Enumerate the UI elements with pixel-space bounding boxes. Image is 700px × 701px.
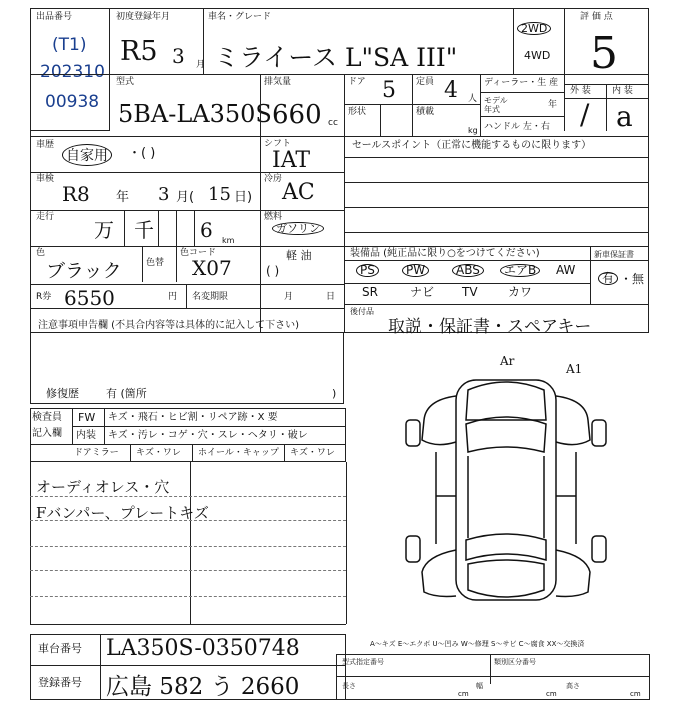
inspection-label: 車検 bbox=[36, 174, 55, 184]
chassis-label: 車台番号 bbox=[38, 642, 82, 655]
capacity-unit: 人 bbox=[468, 94, 478, 104]
shift-label: シフト bbox=[264, 139, 292, 149]
doors-value: 5 bbox=[382, 78, 396, 103]
equipment-label: 装備品 (純正品に限り○をつけてください) bbox=[350, 248, 540, 259]
item-no-line2: 202310 bbox=[40, 62, 105, 82]
ext-label: 外 装 bbox=[570, 86, 591, 96]
accessories-row-label: 後付品 bbox=[350, 307, 374, 316]
equip-ps: PS bbox=[356, 264, 379, 277]
color-value: ブラック bbox=[46, 260, 122, 282]
recycle-label: R券 bbox=[36, 292, 52, 302]
car-name-value: ミライース L"SA III" bbox=[214, 43, 458, 72]
capacity-label: 定員 bbox=[416, 77, 435, 87]
displacement-label: 排気量 bbox=[264, 77, 292, 87]
inspection-month: 3 bbox=[158, 184, 170, 205]
first-reg-month: 3 bbox=[172, 44, 185, 68]
warranty-no: ・無 bbox=[620, 272, 645, 286]
spec-d: 幅 bbox=[476, 682, 483, 690]
load-label: 積載 bbox=[416, 107, 435, 117]
first-reg-year: R5 bbox=[120, 36, 158, 67]
spec-d-unit: cm bbox=[546, 690, 557, 698]
recycle-unit: 円 bbox=[168, 292, 178, 302]
repair-close: ) bbox=[332, 387, 337, 400]
inspection-day-unit: 日) bbox=[234, 190, 253, 205]
model-value: 5BA-LA350S bbox=[118, 100, 272, 128]
aircon-value: AC bbox=[282, 180, 315, 205]
dealer-label: ディーラー・生 産 bbox=[484, 78, 559, 88]
mileage-sen: 千 bbox=[134, 218, 154, 242]
equip-navi: ナビ bbox=[410, 285, 435, 299]
equip-tv: TV bbox=[462, 285, 478, 299]
expiry-day: 日 bbox=[326, 292, 336, 302]
equip-sr: SR bbox=[362, 285, 378, 299]
car-name-label: 車名・グレード bbox=[208, 12, 272, 22]
item-no-label: 出品番号 bbox=[36, 12, 73, 22]
mileage-km-unit: km bbox=[222, 236, 235, 245]
repair-label: 修復歴 bbox=[46, 387, 79, 400]
sales-point-label: セールスポイント（正常に機能するものに限ります） bbox=[352, 140, 592, 151]
checker-r1h: FW bbox=[78, 411, 96, 424]
spec-c-unit: cm bbox=[458, 690, 469, 698]
checker-r2: キズ・汚レ・コゲ・穴・スレ・ヘタリ・破レ bbox=[108, 430, 308, 441]
drive-2wd: 2WD bbox=[517, 22, 551, 35]
plate-value: 広島 582 う 2660 bbox=[106, 674, 300, 700]
inspection-month-unit: 月( bbox=[176, 190, 195, 205]
mileage-man: 万 bbox=[94, 218, 114, 242]
code-label: 色コード bbox=[180, 248, 217, 258]
fuel-paren: ( ) bbox=[266, 264, 280, 278]
inspection-year: R8 bbox=[62, 182, 90, 206]
checker-r2h: 内装 bbox=[76, 430, 96, 441]
fuel-label: 燃料 bbox=[264, 212, 283, 222]
spec-a: 型式指定番号 bbox=[342, 658, 384, 666]
notes-label: 注意事項申告欄 (不具合内容等は具体的に記入して下さい) bbox=[38, 320, 299, 331]
color-label: 色 bbox=[36, 248, 46, 258]
warranty-yes: 有 bbox=[598, 272, 618, 285]
expiry-month: 月 bbox=[284, 292, 294, 302]
recycle-value: 6550 bbox=[64, 286, 115, 310]
inspection-year-unit: 年 bbox=[116, 190, 130, 205]
first-reg-month-unit: 月 bbox=[196, 60, 206, 70]
checker-r3-d: キズ・ワレ bbox=[290, 448, 335, 458]
car-diagram bbox=[396, 360, 616, 620]
model-year-label: モデル 年式 bbox=[484, 96, 508, 114]
mileage-km: 6 bbox=[200, 218, 213, 242]
score-label: 評 価 点 bbox=[580, 12, 613, 22]
doors-label: ドア bbox=[348, 77, 366, 87]
item-no-line3: 00938 bbox=[45, 92, 100, 112]
checker-label1: 検査員 bbox=[32, 412, 62, 423]
displacement-unit: cc bbox=[328, 118, 338, 128]
checker-label2: 記入欄 bbox=[32, 428, 62, 439]
chassis-value: LA350S-0350748 bbox=[106, 636, 300, 661]
shift-value: IAT bbox=[272, 148, 311, 173]
expiry-label: 名変期限 bbox=[192, 292, 229, 302]
history-rest: ・( ) bbox=[128, 146, 156, 161]
capacity-value: 4 bbox=[444, 78, 458, 103]
diagram-mark-1: Ar bbox=[500, 354, 515, 368]
warranty-label: 新車保証書 bbox=[594, 250, 634, 259]
code-value: X07 bbox=[192, 256, 232, 280]
repair-value: 有 (箇所 bbox=[106, 387, 147, 400]
first-reg-label: 初度登録年月 bbox=[116, 12, 171, 22]
remark-2: Fバンパー、プレートキズ bbox=[36, 504, 209, 522]
spec-c: 長さ bbox=[342, 682, 356, 690]
inspection-day: 15 bbox=[208, 184, 231, 205]
shape-label: 形状 bbox=[348, 107, 367, 117]
spec-b: 類別区分番号 bbox=[494, 658, 536, 666]
history-value: 自家用 bbox=[62, 144, 112, 166]
checker-r3-c: ホイール・キャップ bbox=[198, 448, 279, 458]
displacement-value: 660 bbox=[272, 100, 322, 130]
fuel-value: ガソリン bbox=[272, 222, 324, 235]
int-label: 内 装 bbox=[612, 86, 633, 96]
fuel-other: 軽 油 bbox=[286, 249, 312, 262]
model-label: 型式 bbox=[116, 77, 135, 87]
equip-aw: AW bbox=[556, 263, 576, 277]
equip-airbag: エアB bbox=[500, 264, 540, 277]
checker-r1: キズ・飛石・ヒビ割・リペア跡・X 要 bbox=[108, 412, 278, 423]
ext-value: / bbox=[580, 98, 590, 131]
remark-1: オーディオレス・穴 bbox=[36, 478, 170, 496]
spec-e: 高さ bbox=[566, 682, 580, 690]
year-unit: 年 bbox=[548, 100, 558, 110]
spec-e-unit: cm bbox=[630, 690, 641, 698]
int-value: a bbox=[616, 100, 633, 133]
checker-r3-b: キズ・ワレ bbox=[136, 448, 181, 458]
checker-r3-a: ドアミラー bbox=[74, 448, 119, 458]
mileage-label: 走行 bbox=[36, 212, 55, 222]
drive-4wd: 4WD bbox=[524, 49, 551, 62]
aircon-label: 冷房 bbox=[264, 174, 283, 184]
equip-abs: ABS bbox=[452, 264, 484, 277]
swap-label: 色替 bbox=[146, 258, 165, 268]
handle-label: ハンドル 左・右 bbox=[484, 122, 550, 132]
item-no-line1: (T1) bbox=[52, 35, 87, 55]
equip-pw: PW bbox=[402, 264, 429, 277]
damage-legend: A〜キズ E〜エクボ U〜凹み W〜修理 S〜サビ C〜腐食 XX〜交換済 bbox=[370, 640, 585, 648]
load-unit: kg bbox=[468, 126, 478, 135]
accessories-value: 取説・保証書・スペアキー bbox=[388, 317, 592, 337]
history-label: 車歴 bbox=[36, 140, 55, 150]
score-value: 5 bbox=[590, 28, 618, 79]
diagram-mark-2: A1 bbox=[566, 362, 583, 376]
equip-leather: カワ bbox=[508, 285, 533, 299]
plate-label: 登録番号 bbox=[38, 676, 82, 689]
